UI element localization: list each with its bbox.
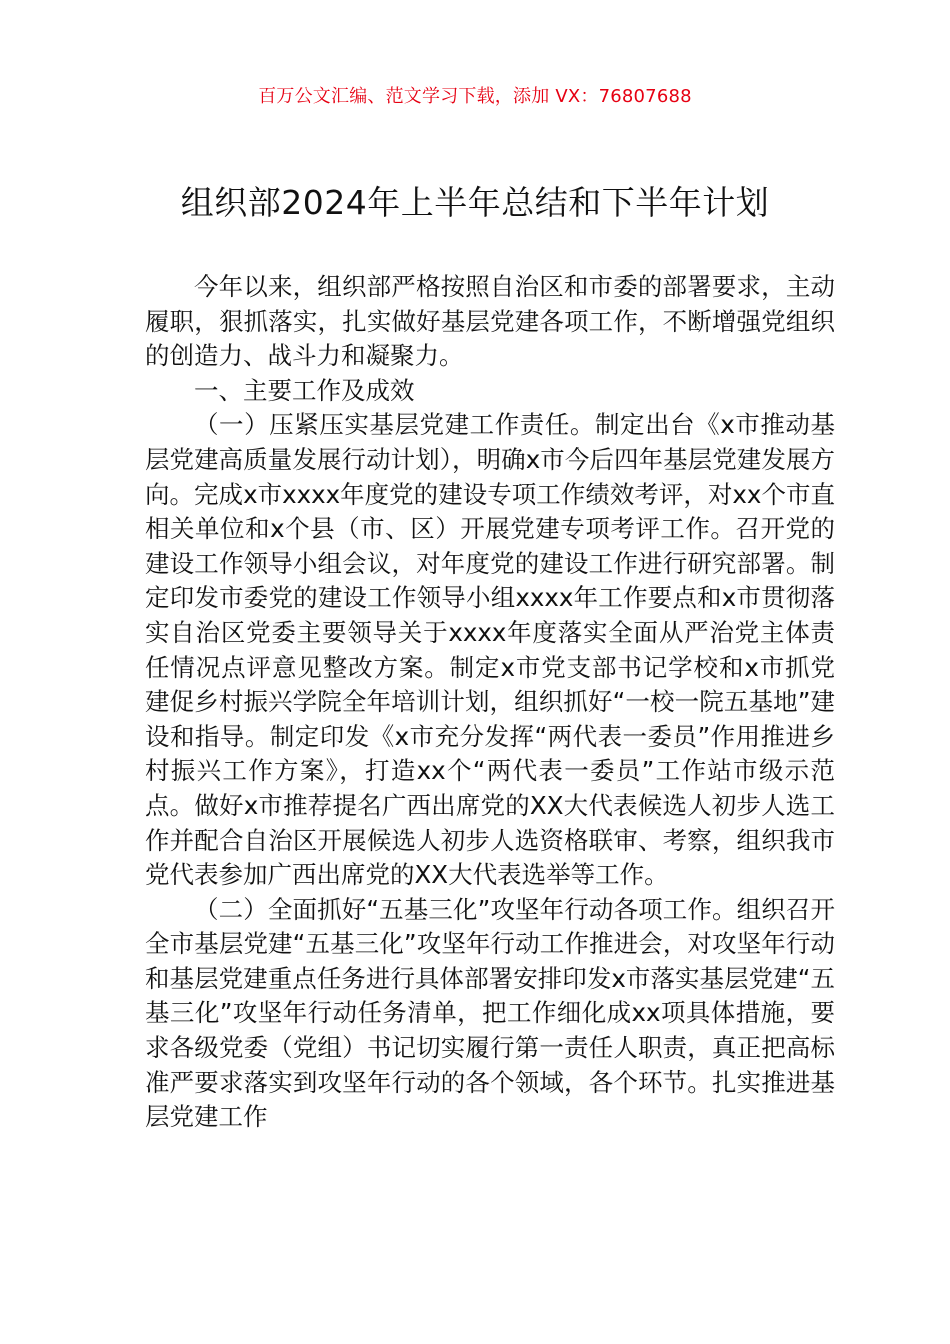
section-heading-main-work: 一、主要工作及成效 <box>194 375 415 405</box>
document-body <box>145 270 835 1135</box>
intro-paragraph: 今年以来，组织部严格按照自治区和市委的部署要求，主动履职，狠抓落实，扎实做好基层党建各项工作，不断增强党组织的创造力、战斗力和凝聚力。 <box>145 272 835 371</box>
paragraph-party-building-responsibility: （一）压紧压实基层党建工作责任。制定出台《x市推动基层党建高质量发展行动计划），明确x市今后四年基层党建发展方向。完成x市xxxx年度党的建设专项工作绩效考评，对xx个市直相关单位和x个县（市、区）开展党建专项考评工作。召开党的建设工作领导小组会议，对年度党的建设工作进行研究部署。制定印发市委党的建设工作领导小组xxxx年工作要点和x市贯彻落实自治区党委主要领导关于xxxx年度落实全面从严治党主体责任情况点评意见整改方案。制定x市党支部书记学校和x市抓党建促乡村振兴学院全年培训计划，组织抓好“一校一院五基地”建设和指导。制定印发《x市充分发挥“两代表一委员”作用推进乡村振兴工作方案》，打造xx个“两代表一委员”工作站市级示范点。做好x市推荐提名广西出席党的XX大代表候选人初步人选工作并配合自治区开展候选人初步人选资格联审、考察，组织我市党代表参加广西出席党的XX大代表选举等工作。 <box>145 410 835 890</box>
paragraph-five-basics-three-modernizations: （二）全面抓好“五基三化”攻坚年行动各项工作。组织召开全市基层党建“五基三化”攻坚年行动工作推进会，对攻坚年行动和基层党建重点任务进行具体部署安排印发x市落实基层党建“五基三化”攻坚年行动任务清单，把工作细化成xx项具体措施，要求各级党委（党组）书记切实履行第一责任人职责，真正把高标准严要求落实到攻坚年行动的各个领域，各个环节。扎实推进基层党建工作 <box>145 894 835 1132</box>
header-promo-note: 百万公文汇编、范文学习下载，添加 VX：76807688 <box>258 86 692 107</box>
document-title: 组织部2024年上半年总结和下半年计划 <box>180 183 770 222</box>
